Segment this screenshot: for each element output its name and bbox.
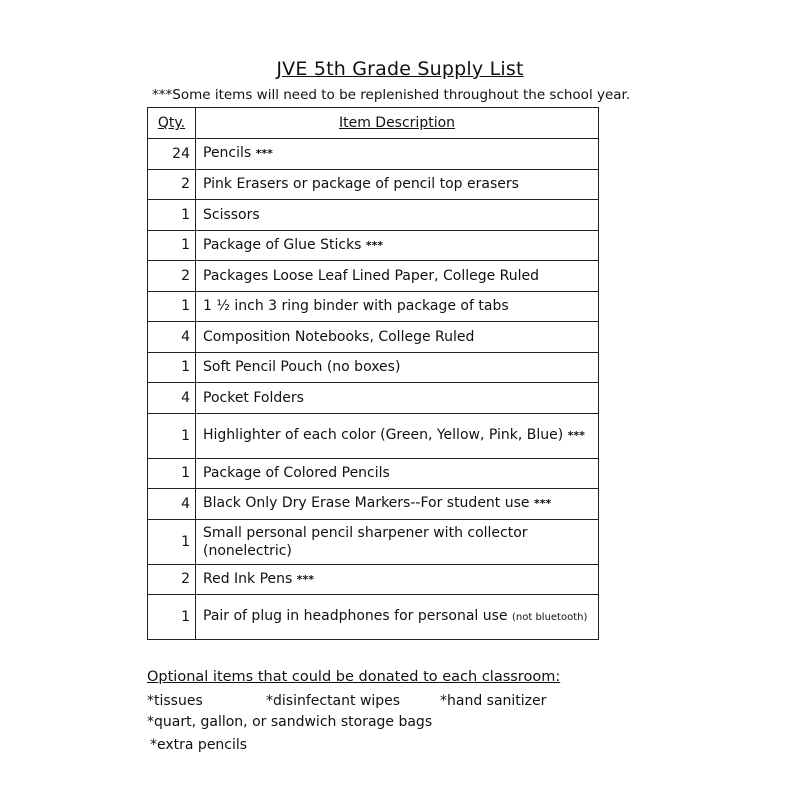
optional-item: *quart, gallon, or sandwich storage bags [147,714,433,730]
optional-item: *disinfectant wipes [266,693,401,709]
table-row [148,230,599,261]
item-description: Soft Pencil Pouch (no boxes) [203,359,401,376]
item-description: Pink Erasers or package of pencil top erasers [203,176,519,193]
description-cell [196,595,599,640]
replenish-marker: *** [365,238,384,252]
description-cell [196,352,599,383]
table-row [148,322,599,353]
table-row [148,564,599,595]
qty-cell: 2 [148,564,196,595]
optional-item: *hand sanitizer [440,693,547,709]
qty-cell: 1 [148,519,196,564]
table-row [148,291,599,322]
table-row [148,169,599,200]
qty-cell: 1 [148,200,196,231]
item-description: Pencils [203,145,252,162]
optional-item: *extra pencils [150,737,248,753]
supply-table [147,107,599,640]
page-title: JVE 5th Grade Supply List [276,58,524,80]
item-description: Composition Notebooks, College Ruled [203,328,475,345]
item-description: Packages Loose Leaf Lined Paper, College Ruled [203,267,540,284]
qty-header: Qty. [148,108,196,139]
description-cell [196,458,599,489]
description-cell [196,200,599,231]
description-cell [196,291,599,322]
qty-cell: 1 [148,458,196,489]
description-cell [196,139,599,170]
item-description: Small personal pencil sharpener with collector (nonelectric) [203,524,528,559]
qty-cell: 1 [148,291,196,322]
table-row [148,200,599,231]
description-cell [196,564,599,595]
description-header: Item Description [196,108,599,139]
qty-cell: 24 [148,139,196,170]
description-cell [196,261,599,292]
item-description: Package of Colored Pencils [203,465,390,482]
table-row [148,458,599,489]
table-row [148,383,599,414]
table-row [148,261,599,292]
replenish-marker: *** [296,572,315,586]
item-description: 1 ½ inch 3 ring binder with package of tabs [203,298,509,315]
description-cell [196,230,599,261]
qty-cell: 2 [148,169,196,200]
description-cell [196,169,599,200]
table-row [148,413,599,458]
item-description: Pocket Folders [203,389,304,406]
item-description: Package of Glue Sticks [203,236,362,253]
optional-items-title: Optional items that could be donated to each classroom: [147,669,561,685]
replenish-note: ***Some items will need to be replenished throughout the school year. [152,87,631,103]
qty-cell: 4 [148,489,196,520]
description-cell [196,489,599,520]
item-description: Highlighter of each color (Green, Yellow, Pink, Blue) [203,427,564,443]
table-row [148,595,599,640]
description-cell [196,383,599,414]
qty-cell: 1 [148,352,196,383]
qty-cell: 4 [148,322,196,353]
replenish-marker: *** [255,147,273,161]
table-row [148,352,599,383]
replenish-marker: *** [567,429,585,442]
replenish-marker: *** [533,497,552,511]
table-row [148,489,599,520]
qty-cell: 4 [148,383,196,414]
description-cell [196,322,599,353]
qty-cell: 1 [148,230,196,261]
optional-item: *tissues [147,693,203,709]
description-cell [196,519,599,564]
description-cell [196,413,599,458]
item-description: Scissors [203,206,260,223]
item-note: (not bluetooth) [511,612,588,623]
item-description: Red Ink Pens [203,570,293,587]
qty-cell: 1 [148,413,196,458]
qty-cell: 2 [148,261,196,292]
table-header-row [148,108,599,139]
table-row [148,139,599,170]
table-row [148,519,599,564]
qty-cell: 1 [148,595,196,640]
item-description: Pair of plug in headphones for personal use [203,608,508,624]
item-description: Black Only Dry Erase Markers--For student use [203,495,530,512]
